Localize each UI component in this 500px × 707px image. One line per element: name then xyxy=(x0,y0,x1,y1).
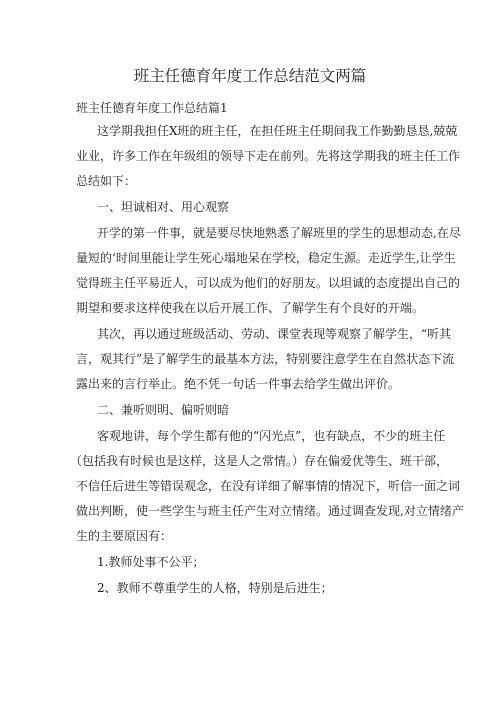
text-line: 量短的‘时间里能让学生死心塌地呆在学校，稳定生源。走近学生,让学生 xyxy=(76,251,456,265)
text-line: （包括我有时候也是这样，这是人之常情。）存在偏爱优等生、班干部， xyxy=(70,454,449,468)
list-item: 2、教师不尊重学生的人格，特别是后进生； xyxy=(97,581,333,595)
text-line: 总结如下： xyxy=(76,174,137,188)
text-line: 言，观其行”是了解学生的最基本方法，特别要注意学生在自然状态下流 xyxy=(76,352,455,366)
list-item: 1.教师处事不公平； xyxy=(97,555,205,569)
text-line: 开学的第一件事，就是要尽快地熟悉了解班里的学生的思想动态,在尽 xyxy=(97,226,461,240)
text-line: 觉得班主任平易近人，可以成为他们的好朋友。以坦诚的态度提出自己的 xyxy=(76,276,461,290)
section-heading: 一、坦诚相对、用心观察 xyxy=(97,200,230,214)
text-line: 露出来的言行举止。绝不凭一句话一件事去给学生做出评价。 xyxy=(76,377,401,391)
text-line: 这学期我担任X班的班主任，在担任班主任期间我工作勤勤恳恳,兢兢 xyxy=(97,124,458,138)
section-subtitle: 班主任德育年度工作总结篇1 xyxy=(76,101,228,115)
document-title: 班主任德育年度工作总结范文两篇 xyxy=(133,67,367,85)
text-line: 生的主要原因有： xyxy=(76,529,173,543)
text-line: 客观地讲，每个学生都有他的“闪光点”，也有缺点，不少的班主任 xyxy=(97,429,446,443)
text-line: 业业，许多工作在年级组的领导下走在前列。先将这学期我的班主任工作 xyxy=(76,149,461,163)
text-line: 其次，再以通过班级活动、劳动、课堂表现等观察了解学生，“听其 xyxy=(97,327,452,341)
section-heading: 二、兼听则明、偏听则暗 xyxy=(97,403,230,417)
text-line: 期望和要求这样使我在以后开展工作、了解学生有个良好的开端。 xyxy=(76,301,425,315)
text-line: 做出判断，使一些学生与班主任产生对立情绪。通过调查发现,对立情绪产 xyxy=(76,504,464,518)
text-line: 不信任后进生等错误观念，在没有详细了解事情的情况下，听信一面之词 xyxy=(76,479,461,493)
